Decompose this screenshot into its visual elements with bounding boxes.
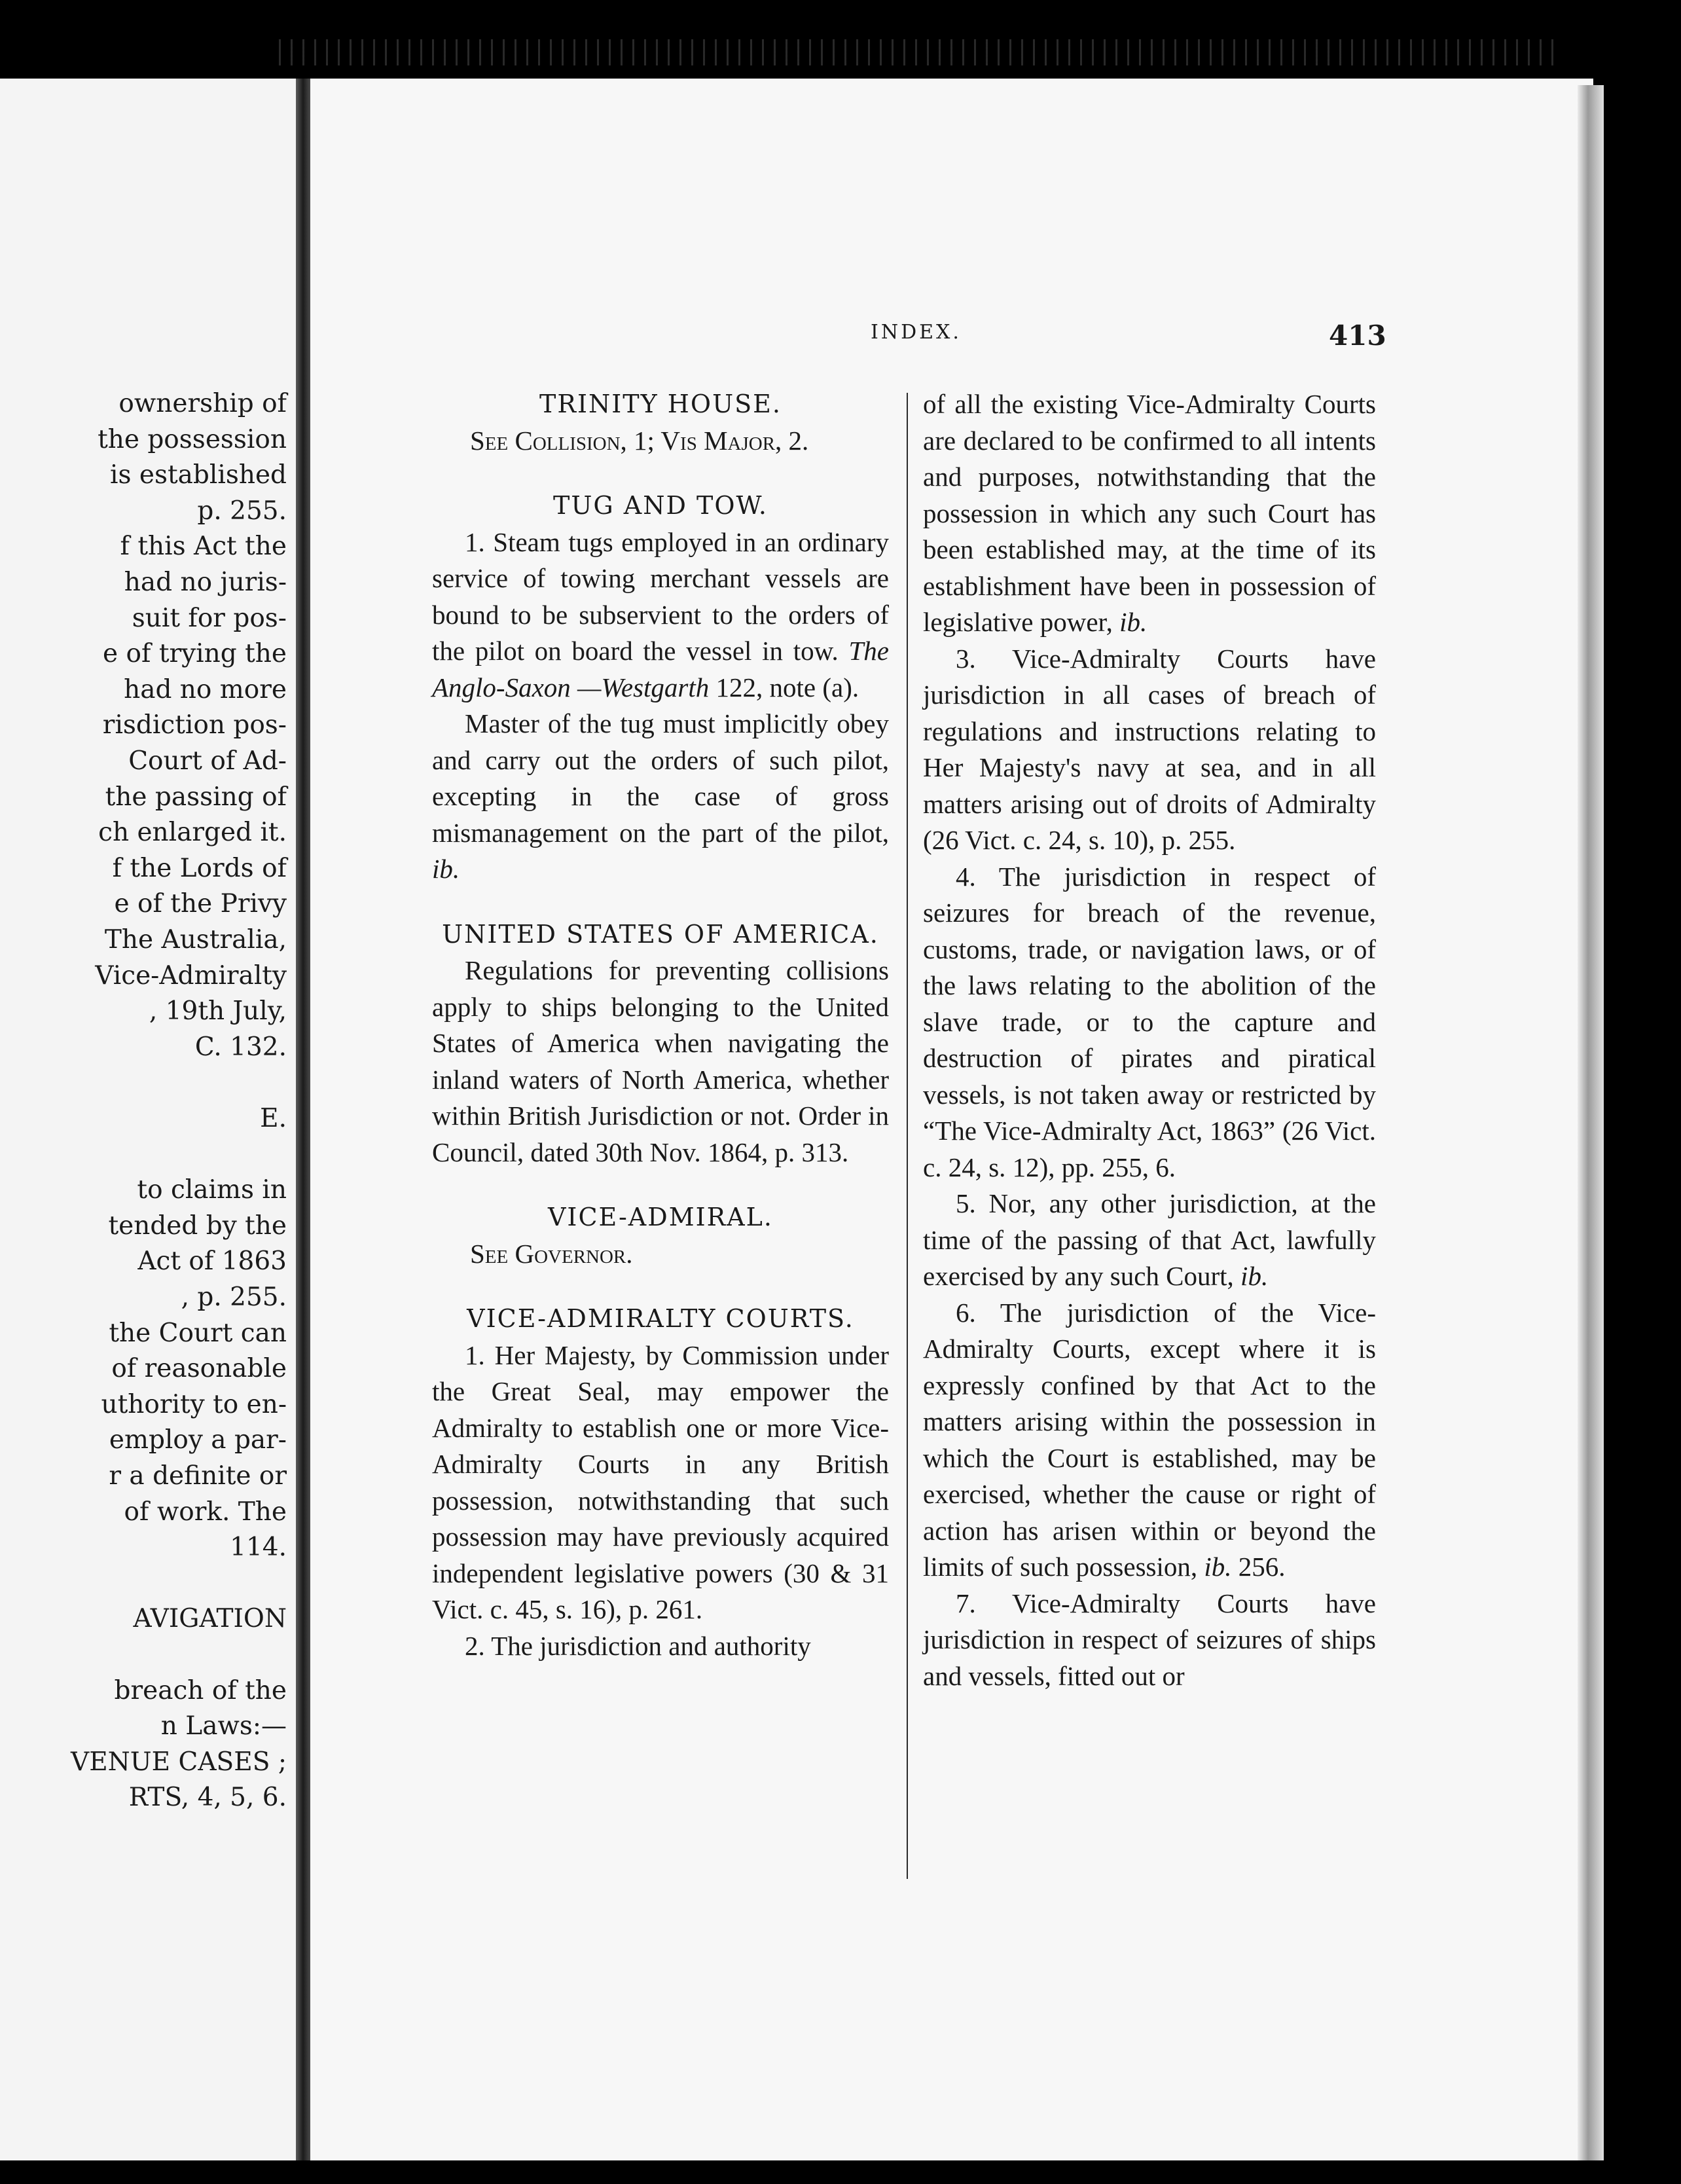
entry-heading-tug-and-tow: TUG AND TOW. — [552, 491, 768, 520]
column-divider — [907, 393, 908, 1879]
entry-heading-vice-admiralty-courts: VICE-ADMIRALTY COURTS. — [467, 1304, 854, 1333]
scan-top-edge — [275, 39, 1558, 65]
facing-page-line: the Court can — [109, 1318, 287, 1348]
facing-page-line: r a definite or — [109, 1461, 287, 1491]
facing-page-line: Court of Ad- — [128, 746, 287, 776]
facing-page-line: Act of 1863 — [137, 1247, 287, 1277]
facing-page-line: uthority to en- — [101, 1389, 287, 1419]
facing-page-line: suit for pos- — [132, 603, 287, 633]
entry-heading-trinity-house: TRINITY HOUSE. — [539, 390, 782, 418]
facing-page-line: e of trying the — [103, 639, 287, 669]
entry-paragraph: of all the existing Vice-Admiralty Courts are declared to be confirmed to all intents and purposes, notwithstanding that the possession in which any such Court has been established may, at the time of its establishment have been in possession of legislative power, ib. — [923, 389, 1376, 637]
facing-page-line: p. 255. — [197, 496, 287, 526]
facing-page-line: breach of the — [114, 1675, 287, 1705]
facing-page-line: risdiction pos- — [102, 710, 287, 740]
facing-page-line: f the Lords of — [112, 853, 287, 883]
case-citation: The Anglo-Saxon —Westgarth — [432, 636, 889, 702]
facing-page-line: had no juris- — [124, 568, 287, 597]
facing-page-line: e of the Privy — [114, 889, 287, 919]
facing-page-line: tended by the — [108, 1210, 287, 1241]
facing-page-line: of reasonable — [111, 1354, 287, 1384]
entry-paragraph: 1. Her Majesty, by Commission under the Great Seal, may empower the Admiralty to establish one or more Vice-Admiralty Courts in any British possession, notwithstanding that such possession may have previously acquired independent legislative powers (30 & 31 Vict. c. 45, s. 16), p. 261. — [432, 1339, 889, 1624]
facing-page-line: n Laws:— — [160, 1711, 287, 1741]
facing-page-line: ownership of — [118, 389, 287, 418]
entry-paragraph: 7. Vice-Admiralty Courts have jurisdiction in respect of seizures of ships and vessels, fitted out or — [923, 1588, 1376, 1691]
facing-page-line: the possession — [98, 424, 287, 454]
cross-reference-vice-admiral: See Governor. — [470, 1238, 633, 1269]
facing-page-line: AVIGATION — [133, 1604, 287, 1634]
entry-paragraph: Regulations for preventing collisions apply to ships belonging to the United States of America when navigating the inland waters of North America, whether within British Jurisdiction or not. Order in Council, dated 30th Nov. 1864, p. 313. — [432, 955, 889, 1167]
facing-page-line: ch enlarged it. — [98, 818, 287, 848]
entry-heading-united-states: UNITED STATES OF AMERICA. — [442, 919, 879, 949]
cross-reference-trinity-house: See Collision, 1; Vis Major, 2. — [470, 425, 809, 456]
facing-page-line: 114. — [230, 1533, 287, 1563]
page-number: 413 — [1329, 319, 1386, 352]
book-gutter — [296, 79, 310, 2160]
facing-page-line: Vice-Admiralty — [95, 960, 287, 991]
facing-page-line: The Australia, — [104, 925, 287, 955]
entry-paragraph: 1. Steam tugs employed in an ordinary service of towing merchant vessels are bound to be subservient to the orders of the pilot on board the vessel in tow. The Anglo-Saxon —Westgarth 122, note (a). — [432, 526, 889, 702]
facing-page-line: had no more — [124, 674, 287, 704]
facing-page-line: , p. 255. — [181, 1283, 287, 1312]
facing-page-line: is established — [110, 460, 287, 490]
facing-page-line: to claims in — [137, 1175, 287, 1205]
entry-paragraph: 3. Vice-Admiralty Courts have jurisdiction in all cases of breach of regulations and instructions relating to Her Majesty's navy at sea, and in all matters arising out of droits of Admiralty (26 Vict. c. 24, s. 10), p. 255. — [923, 643, 1376, 855]
facing-page-line: VENUE CASES ; — [71, 1747, 287, 1777]
facing-page-left — [0, 79, 296, 2160]
facing-page-line: C. 132. — [194, 1032, 287, 1062]
facing-page-line: of work. The — [124, 1497, 287, 1527]
entry-heading-vice-admiral: VICE-ADMIRAL. — [547, 1203, 773, 1231]
entry-paragraph: 4. The jurisdiction in respect of seizures for breach of the revenue, customs, trade, or navigation laws, or of the laws relating to the abolition of the slave trade, or to the capture and destruction of pirates and piratical vessels, is not taken away or restricted by “The Vice-Admiralty Act, 1863” (26 Vict. c. 24, s. 12), pp. 255, 6. — [923, 861, 1376, 1182]
entry-paragraph: 6. The jurisdiction of the Vice-Admiralty Courts, except where it is expressly confined by that Act to the matters arising within the possession in which the Court is established, may be exercised, whether the cause or right of action has arisen within or beyond the limits of such possession, ib. 256. — [923, 1297, 1376, 1582]
index-column-right — [923, 386, 1376, 1694]
facing-page-line: E. — [260, 1104, 287, 1133]
page-edge-shadow — [1578, 85, 1604, 2160]
entry-paragraph: 2. The jurisdiction and authority — [465, 1630, 811, 1661]
facing-page-line: f this Act the — [120, 532, 287, 562]
entry-paragraph: Master of the tug must implicitly obey and carry out the orders of such pilot, excepting in the case of gross mismanagement on the part of the pilot, ib. — [432, 708, 889, 884]
facing-page-line: , 19th July, — [149, 996, 287, 1027]
entry-paragraph: 5. Nor, any other jurisdiction, at the time of the passing of that Act, lawfully exercised by any such Court, ib. — [923, 1188, 1376, 1291]
facing-page-line: employ a par- — [109, 1425, 287, 1455]
facing-page-line: RTS, 4, 5, 6. — [128, 1783, 287, 1813]
index-column-left — [432, 386, 889, 1664]
running-head: INDEX. — [871, 321, 962, 344]
facing-page-line: the passing of — [105, 782, 287, 812]
